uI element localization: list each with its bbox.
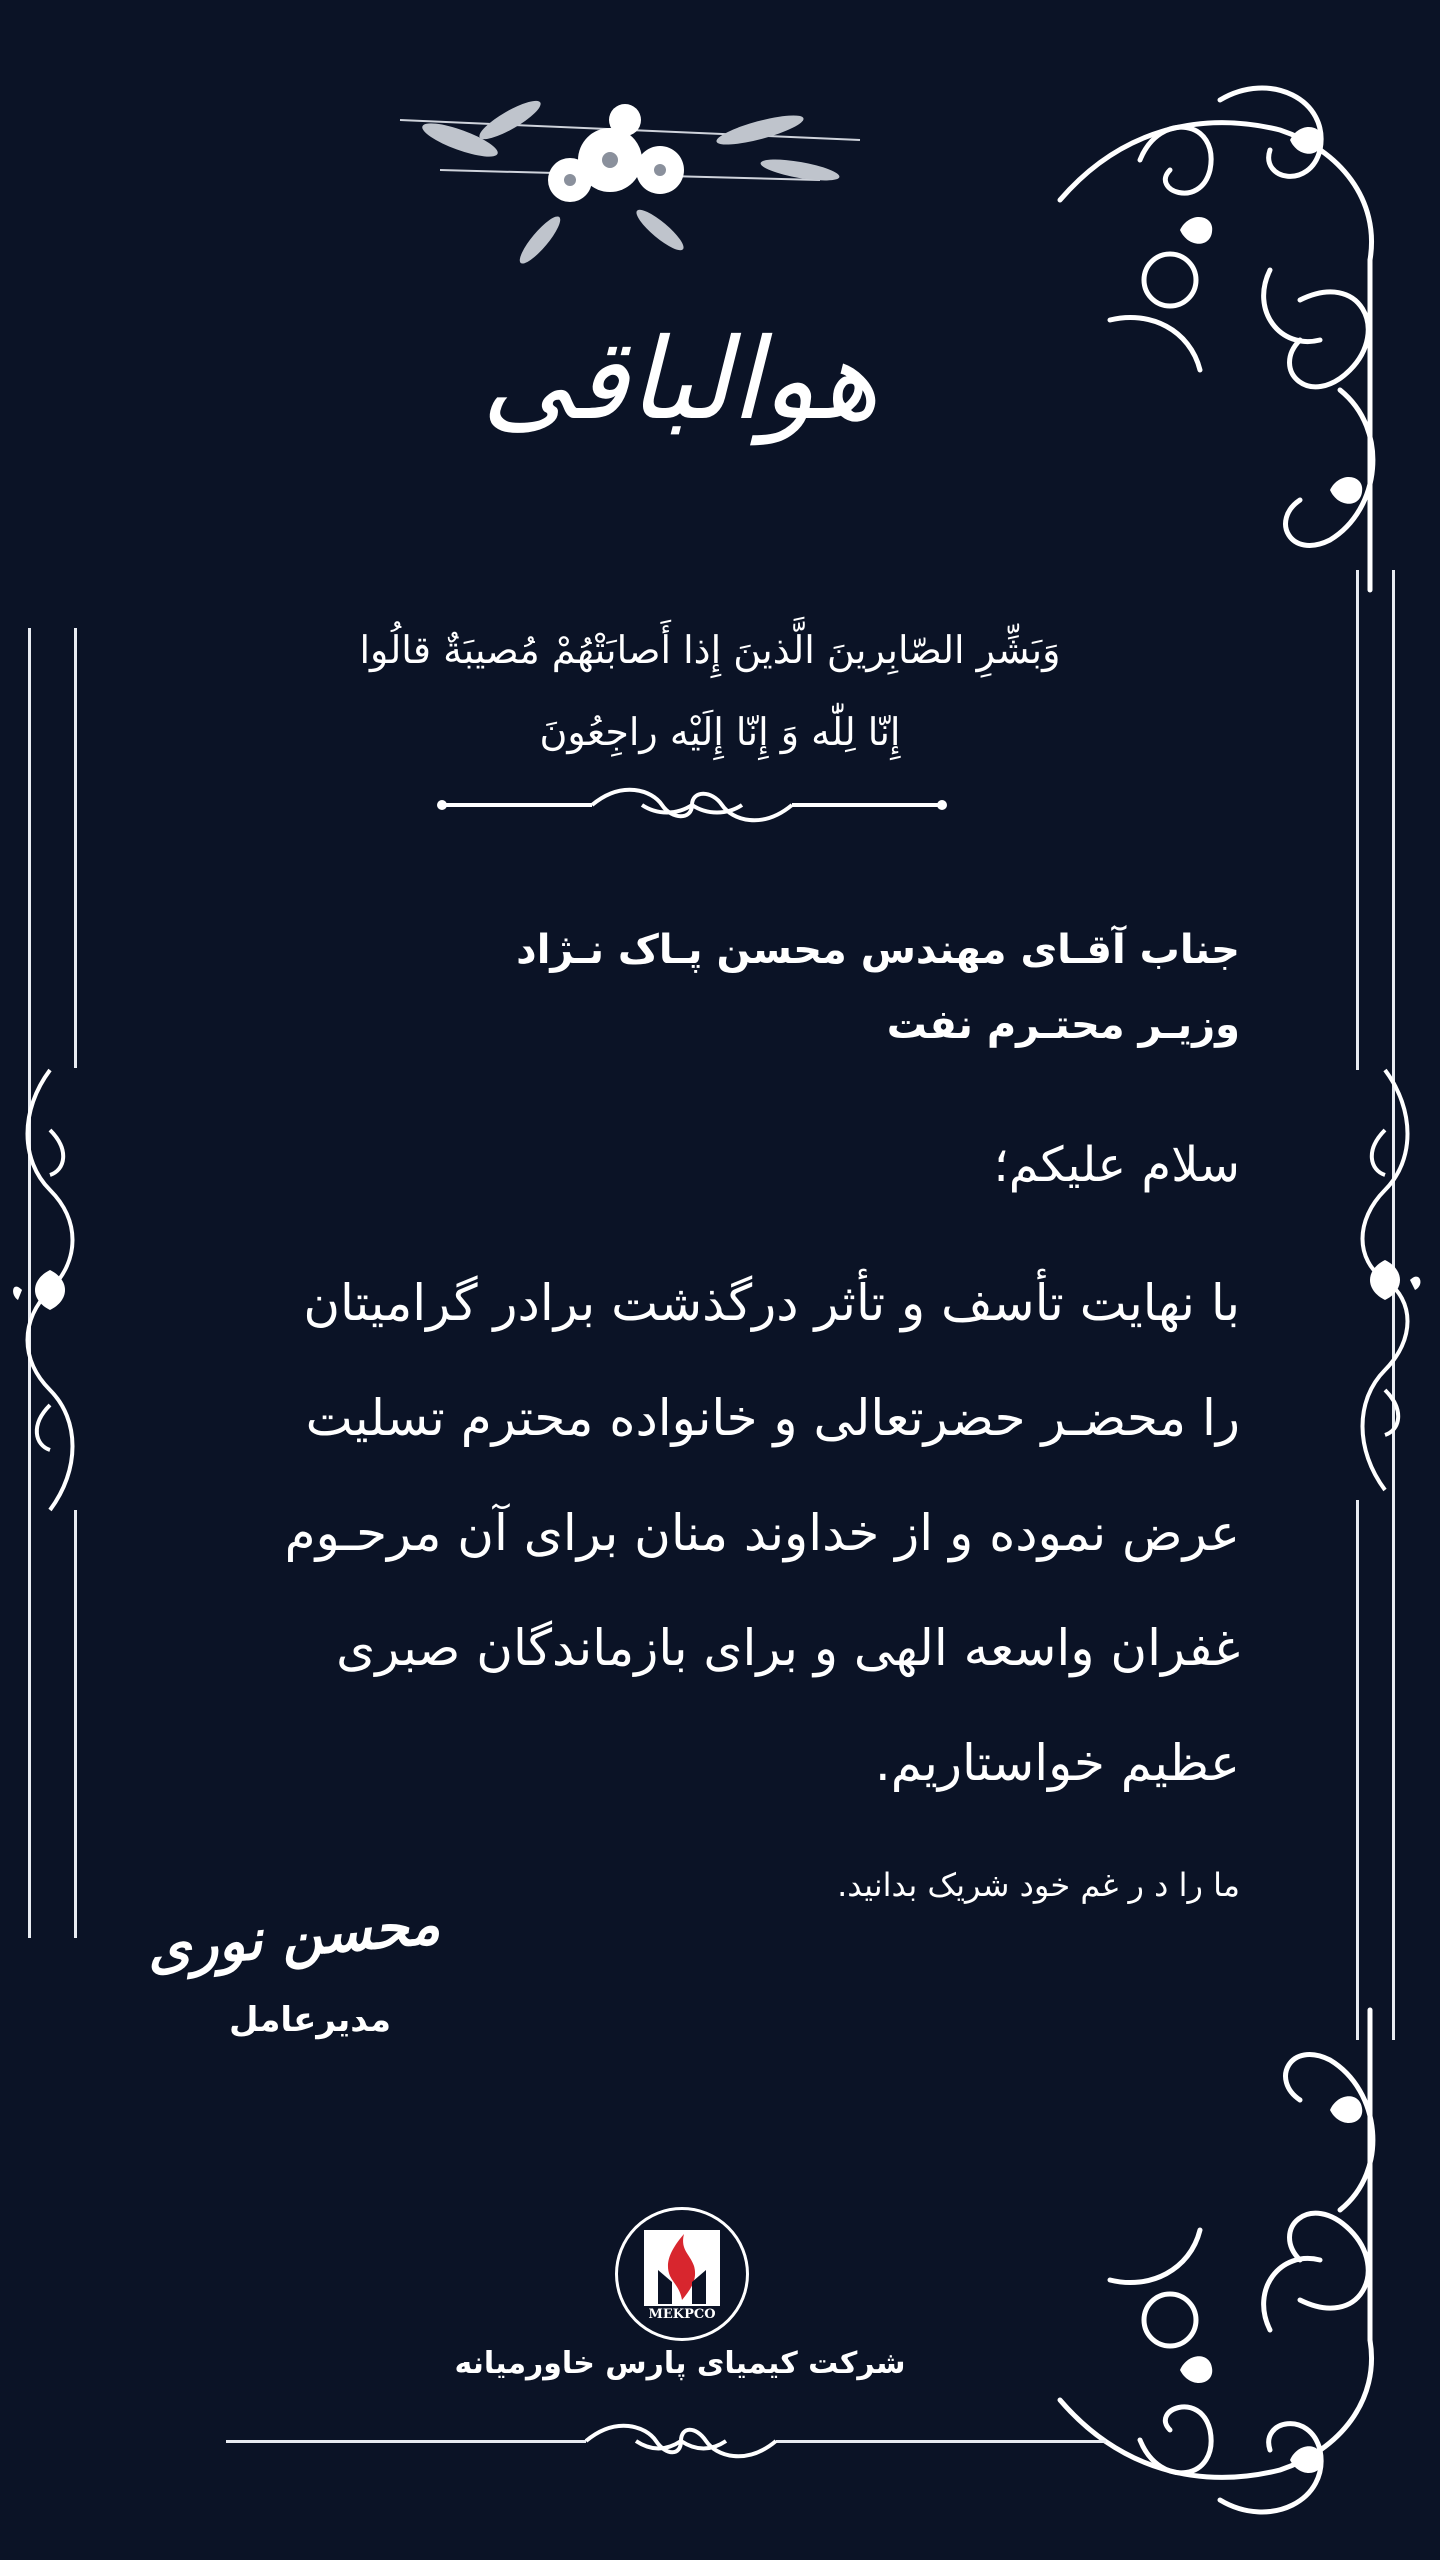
flower-bouquet-icon xyxy=(400,60,860,260)
closing-text: ما را د ر غم خود شریک بدانید. xyxy=(837,1866,1240,1904)
greeting: سلام علیکم؛ xyxy=(993,1137,1240,1193)
body-line: را محضـر حضرتعالی و خانواده محترم تسلیت xyxy=(305,1389,1240,1447)
verse-line-1: وَبَشِّرِ الصّابِرینَ الَّذینَ إِذا أَصابَتْهُمْ مُصیبَةٌ قالُوا xyxy=(359,628,1061,672)
signature-name: محسن نوری xyxy=(144,1890,443,1983)
recipient-line-1: جناب آقـای مهندس محسن پـاک نـژاد xyxy=(516,927,1240,973)
body-line: غفران واسعه الهی و برای بازماندگان صبری xyxy=(336,1619,1240,1677)
border-line-left-inner xyxy=(74,628,77,1068)
bottom-divider-line xyxy=(226,2440,586,2443)
side-flourish-icon xyxy=(1345,1070,1425,1490)
body-line: عظیم خواستاریم. xyxy=(874,1734,1240,1792)
border-line-right-inner xyxy=(1356,1500,1359,2040)
recipient-line-2: وزیـر محتـرم نفت xyxy=(886,1002,1240,1048)
corner-flourish-icon xyxy=(1040,2010,1400,2530)
divider-flourish-icon xyxy=(586,2416,776,2466)
divider-flourish-icon xyxy=(442,780,942,830)
signature-position: مدیرعامل xyxy=(229,2000,391,2040)
body-line: با نهایت تأسف و تأثر درگذشت برادر گرامیتان xyxy=(303,1274,1240,1332)
side-flourish-icon xyxy=(10,1070,90,1510)
border-line-left-inner xyxy=(74,1510,77,1938)
company-logo-icon xyxy=(615,2207,749,2341)
body-line: عرض نموده و از خداوند منان برای آن مرحـوم xyxy=(284,1504,1240,1562)
company-name: شرکت کیمیای پارس خاورمیانه xyxy=(454,2346,906,2381)
corner-flourish-icon xyxy=(1040,70,1400,590)
bottom-divider-line xyxy=(776,2440,1106,2443)
company-logo-text: MEKPCO xyxy=(648,2307,716,2322)
border-line-right-inner xyxy=(1356,570,1359,1070)
page-title: هوالباقی xyxy=(481,315,879,445)
verse-line-2: إِنّا لِلّٰه وَ إِنّا إِلَیْه راجِعُونَ xyxy=(539,710,901,754)
